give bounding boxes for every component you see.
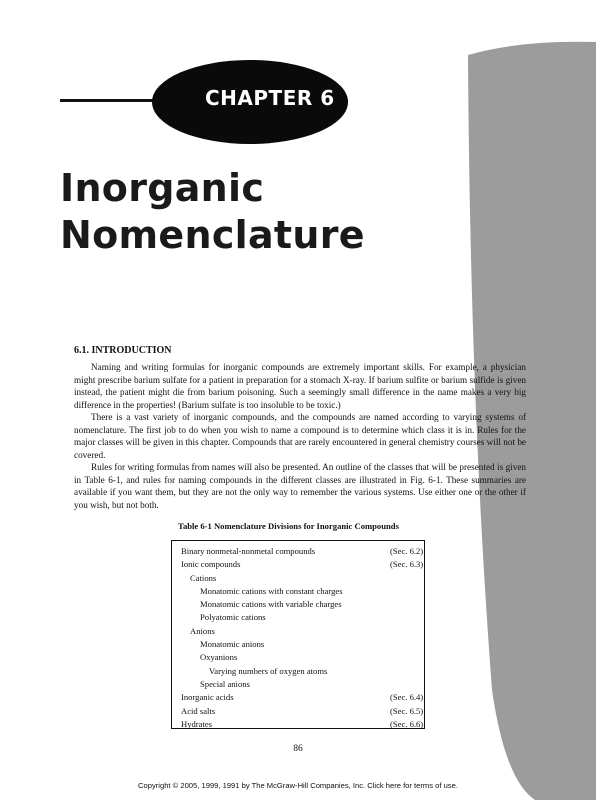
- row-label: Hydrates: [181, 718, 213, 729]
- table-row: [181, 678, 424, 691]
- row-label: Cations: [190, 572, 217, 583]
- section-ref: (Sec. 6.4): [390, 692, 424, 703]
- section-ref: (Sec. 6.6): [390, 718, 424, 729]
- table-row: [181, 585, 424, 598]
- row-label: Binary nonmetal-nonmetal compounds: [181, 546, 316, 556]
- row-label: Monatomic cations with constant charges: [200, 585, 343, 596]
- table-row: [181, 598, 424, 611]
- table-row: [181, 572, 424, 585]
- row-label: Monatomic anions: [200, 639, 265, 650]
- table-row: [181, 545, 424, 558]
- paragraph: Rules for writing formulas from names will also be presented. An outline of the classes that will be presented is given in Table 6-1, and rules for naming compounds in the different classes are illustrated in Fig. 6-1. These summaries are available if you want them, but they are not the only way to remember the various systems. Use either one or the other if you wish, but not both.: [74, 462, 526, 510]
- row-label: Acid salts: [181, 705, 216, 716]
- nomenclature-table: [171, 540, 425, 729]
- table-row: [181, 718, 424, 731]
- table-row: [181, 611, 424, 624]
- section-heading: 6.1. INTRODUCTION: [74, 345, 172, 356]
- table-row: [181, 651, 424, 664]
- table-row: [181, 638, 424, 651]
- row-label: Ionic compounds: [181, 559, 241, 570]
- chapter-title: [60, 165, 365, 259]
- row-label: Inorganic acids: [181, 692, 234, 703]
- table-row: [181, 665, 424, 678]
- copyright-link[interactable]: Copyright © 2005, 1999, 1991 by The McGraw-Hill Companies, Inc. Click here for terms of use.: [138, 781, 458, 790]
- table-row: [181, 691, 424, 704]
- body-text: [74, 361, 526, 511]
- section-ref: (Sec. 6.2): [390, 546, 424, 556]
- chapter-label: CHAPTER 6: [205, 86, 335, 110]
- row-label: Anions: [190, 625, 215, 636]
- row-label: Polyatomic cations: [200, 612, 266, 623]
- row-label: Monatomic cations with variable charges: [200, 599, 342, 610]
- table-row: [181, 558, 424, 571]
- table-row: [181, 705, 424, 718]
- row-label: Oxyanions: [200, 652, 238, 663]
- paragraph: There is a vast variety of inorganic compounds, and the compounds are named according to varying systems of nomenclature. The first job to do when you wish to name a compound is to determine which class it is in. Rules for the major classes will be given in this chapter. Compounds that are rarely encountered in general chemistry courses will not be covered.: [74, 412, 526, 460]
- section-ref: (Sec. 6.5): [390, 705, 424, 716]
- page-number: 86: [293, 744, 303, 754]
- row-label: Special anions: [200, 678, 250, 689]
- row-label: Varying numbers of oxygen atoms: [209, 665, 328, 676]
- table-caption: Table 6-1 Nomenclature Divisions for Inorganic Compounds: [178, 521, 399, 531]
- chapter-title-line1: Inorganic: [60, 166, 265, 210]
- table-row: [181, 625, 424, 638]
- chapter-title-line2: Nomenclature: [60, 213, 365, 257]
- section-ref: (Sec. 6.3): [390, 559, 424, 570]
- paragraph: Naming and writing formulas for inorganic compounds are extremely important skills. For example, a physician might prescribe barium sulfate for a patient in preparation for a stomach X-ray. If barium sulfite or barium sulfide is given instead, the patient might die from barium poisoning. Such a seemingly small difference in the name makes a very big difference in the properties! (Barium sulfate is too insoluble to be toxic.): [74, 362, 526, 410]
